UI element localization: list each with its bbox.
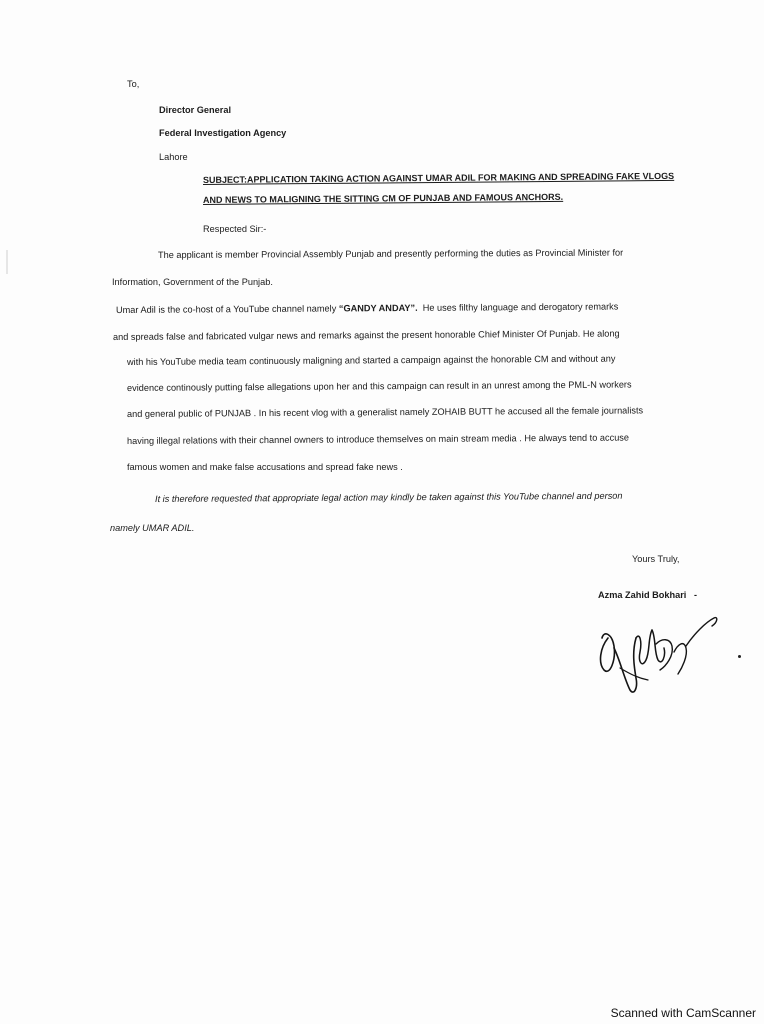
salutation: Respected Sir:- [203, 224, 267, 234]
scan-speck [738, 655, 741, 658]
subject-line-1: SUBJECT:APPLICATION TAKING ACTION AGAINST UMAR ADIL FOR MAKING AND SPREADING FAKE VLOGS [202, 170, 675, 185]
paragraph-2-line-1-start: Umar Adil is the co-host of a YouTube channel namely [115, 303, 339, 315]
closing: Yours Truly, [632, 554, 680, 564]
paragraph-2-line-5: and general public of PUNJAB . In his recent vlog with a generalist namely ZOHAIB BUTT he accused all the female journalists [126, 405, 644, 419]
paragraph-2-line-1-end: He uses filthy language and derogatory remarks [417, 301, 619, 313]
signatory-mark: - [694, 590, 697, 600]
addressee-organization: Federal Investigation Agency [159, 128, 287, 138]
camscanner-watermark: Scanned with CamScanner [610, 1006, 756, 1020]
signatory-name: Azma Zahid Bokhari [598, 590, 687, 600]
paragraph-3-line-1: It is therefore requested that appropriate legal action may kindly be taken against this YouTube channel and person [154, 490, 623, 504]
paragraph-3-line-2: namely UMAR ADIL. [110, 523, 195, 533]
paragraph-1-line-1: The applicant is member Provincial Assembly Punjab and presently performing the duties as Provincial Minister for [157, 247, 624, 260]
paragraph-2-line-3: with his YouTube media team continuously maligning and started a campaign against the honorable CM and without any [126, 353, 616, 367]
paragraph-2-line-6: having illegal relations with their channel owners to introduce themselves on main stream media . He always tend to accuse [126, 432, 630, 446]
paragraph-2-line-1 [116, 300, 618, 316]
addressee-title: Director General [159, 105, 231, 115]
subject-line-2: AND NEWS TO MALIGNING THE SITTING CM OF PUNJAB AND FAMOUS ANCHORS. [202, 191, 564, 205]
paragraph-2-line-4: evidence continously putting false allegations upon her and this campaign can result in an unrest among the PML-N workers [126, 379, 632, 393]
handwritten-signature [590, 608, 720, 698]
letter-to: To, [127, 79, 140, 89]
paragraph-2-line-7: famous women and make false accusations and spread fake news . [127, 462, 403, 472]
channel-name: “GANDY ANDAY”. [338, 302, 418, 314]
scan-margin-mark [6, 250, 8, 274]
addressee-city: Lahore [159, 152, 188, 162]
paragraph-1-line-2: Information, Government of the Punjab. [112, 277, 273, 287]
paragraph-2-line-2: and spreads false and fabricated vulgar news and remarks against the present honorable Chief Minister Of Punjab. He along [112, 328, 620, 342]
